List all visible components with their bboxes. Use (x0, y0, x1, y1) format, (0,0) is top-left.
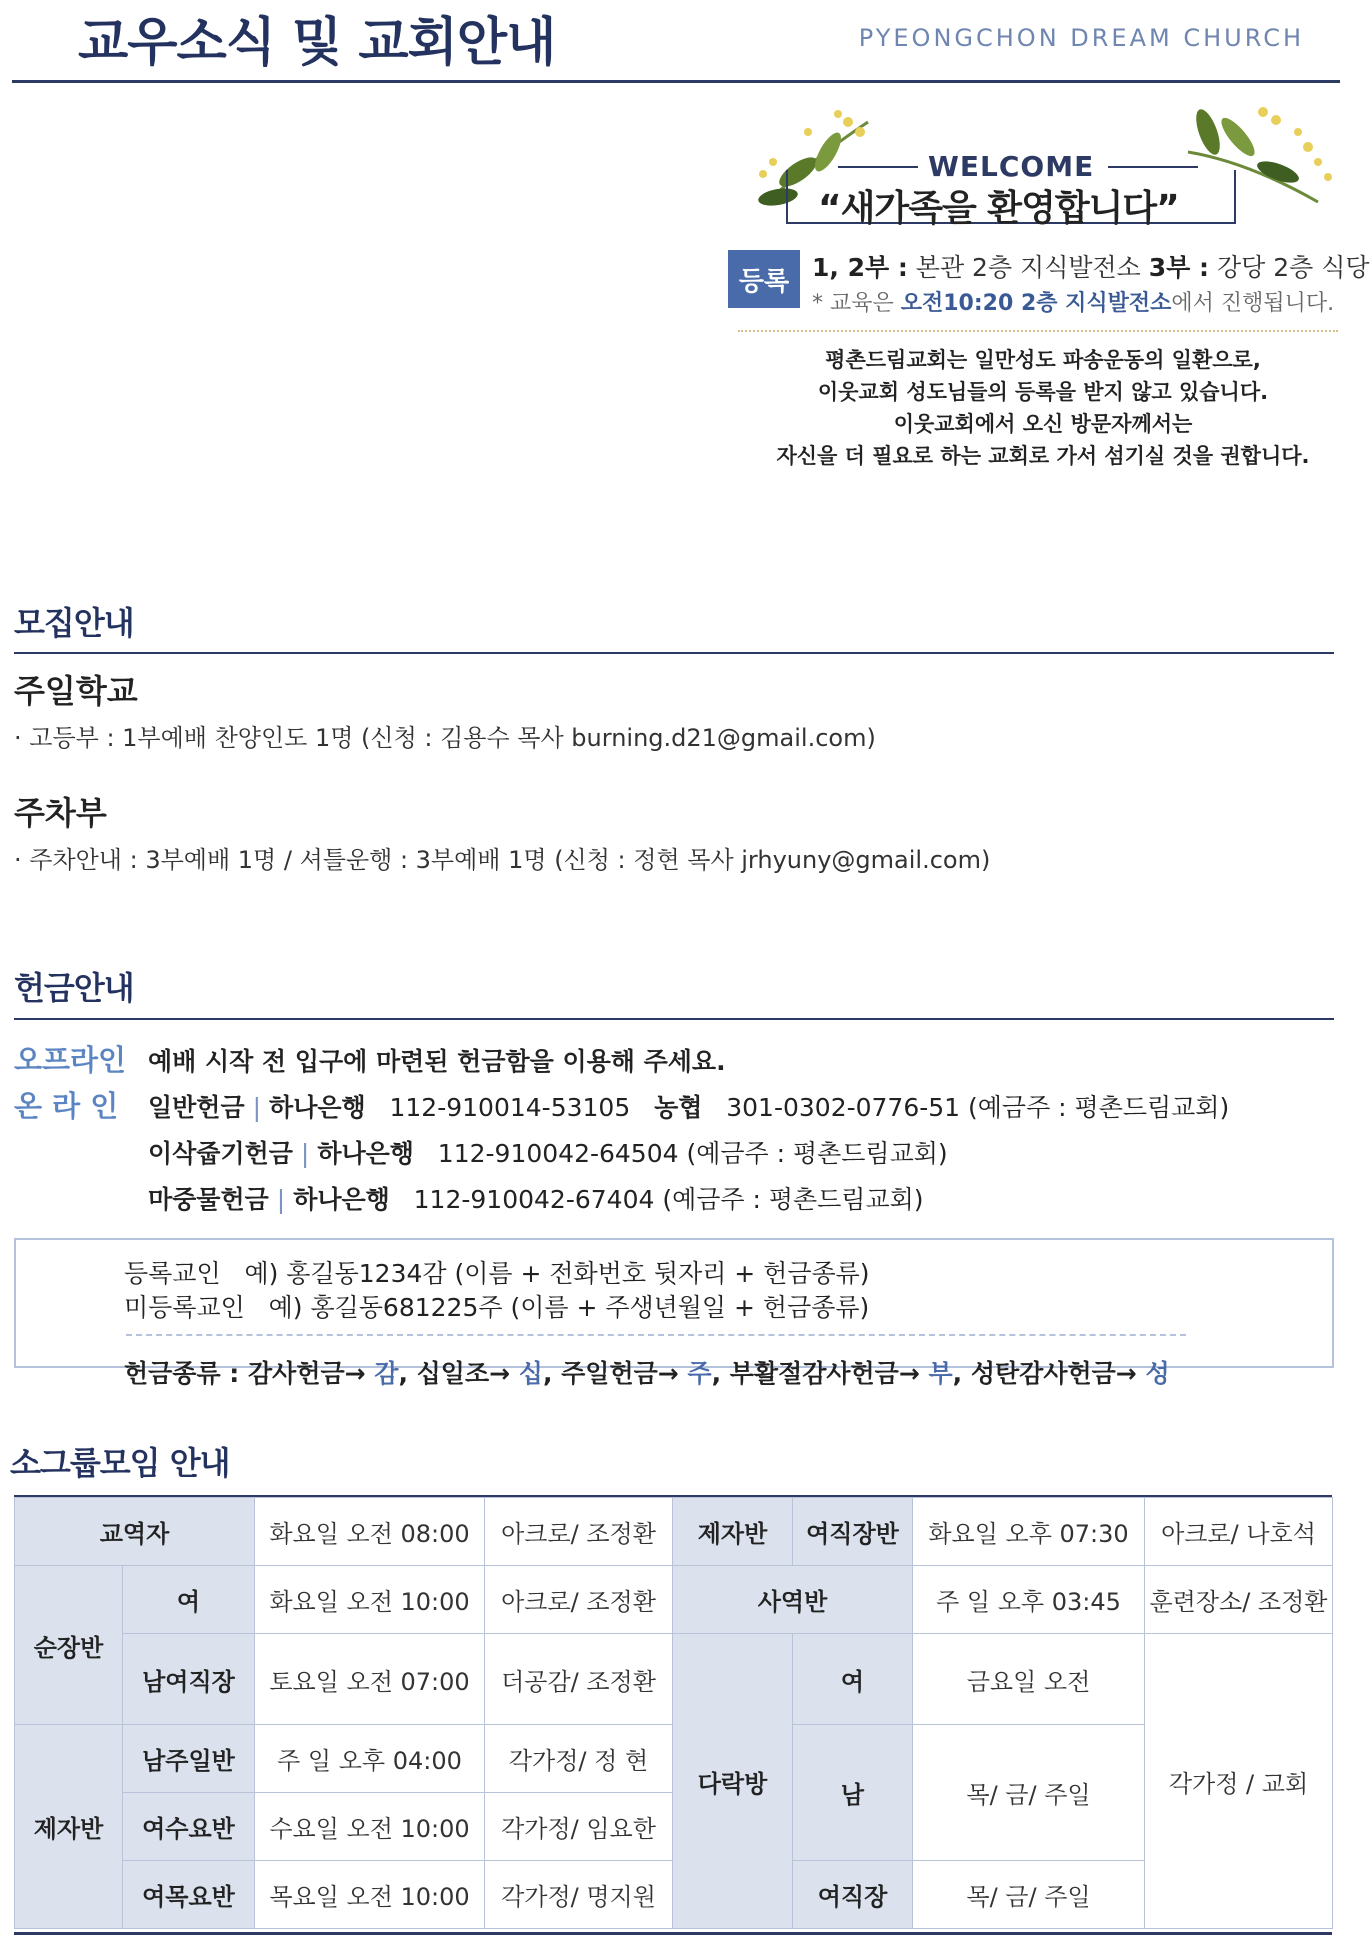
education-note: * 교육은 오전10:20 2층 지식발전소에서 진행됩니다. (812, 291, 1335, 316)
registration-badge: 등록 (728, 250, 800, 308)
welcome-word: WELCOME (928, 150, 1095, 183)
recruit-group-title: 주일학교 (14, 672, 138, 710)
dotted-divider (738, 330, 1338, 332)
welcome-phrase: “새가족을 환영합니다” (818, 188, 1179, 229)
table-row: 여수요반 수요일 오전 10:00 각가정/ 임요한 (15, 1793, 1333, 1861)
table-row: 제자반 남주일반 주 일 오후 04:00 각가정/ 정 현 남 목/ 금/ 주일 (15, 1725, 1333, 1793)
account-row: 마중물헌금 | 하나은행 112-910042-67404 (예금주 : 평촌드림교회) (148, 1185, 924, 1214)
welcome-panel (728, 92, 1370, 472)
account-row: 일반헌금 | 하나은행 112-910014-53105 농협 301-0302-0776-51 (예금주 : 평촌드림교회) (148, 1093, 1230, 1122)
recruit-item: · 고등부 : 1부예배 찬양인도 1명 (신청 : 김용수 목사 burning.d21@gmail.com) (14, 724, 876, 752)
registration-notice: 평촌드림교회는 일만성도 파송운동의 일환으로, 이웃교회 성도님들의 등록을 받지 않고 있습니다. 이웃교회에서 오신 방문자께서는 자신을 더 필요로 하는 교회로 가서 섬기실 것을 권합니다. (776, 348, 1310, 468)
dashed-divider (126, 1334, 1186, 1336)
offering-types: 헌금종류 : 감사헌금→ 감, 십일조→ 십, 주일헌금→ 주, 부활절감사헌금→ 부, 성탄감사헌금→ 성 (124, 1359, 1170, 1388)
offering-section-title: 헌금안내 (14, 969, 134, 1007)
page-title: 교우소식 및 교회안내 (78, 13, 556, 73)
table-bottom-rule (14, 1932, 1332, 1935)
section-divider (14, 1018, 1334, 1020)
online-label: 온 라 인 (14, 1089, 119, 1123)
header-divider (12, 80, 1340, 83)
unregistered-example: 미등록교인 예) 홍길동681225주 (이름 + 주생년월일 + 헌금종류) (124, 1293, 870, 1322)
welcome-line (1108, 166, 1198, 168)
table-row: 남여직장 토요일 오전 07:00 더공감/ 조정환 다락방 여 금요일 오전 각가정 / 교회 (15, 1634, 1333, 1725)
church-name: PYEONGCHON DREAM CHURCH (858, 24, 1304, 52)
recruit-item: · 주차안내 : 3부예배 1명 / 셔틀운행 : 3부예배 1명 (신청 : 정현 목사 jrhyuny@gmail.com) (14, 846, 991, 874)
recruit-group-title: 주차부 (14, 794, 107, 832)
offline-label: 오프라인 (14, 1043, 127, 1077)
section-divider (14, 652, 1334, 654)
registered-example: 등록교인 예) 홍길동1234감 (이름 + 전화번호 뒷자리 + 헌금종류) (124, 1259, 870, 1288)
small-group-section-title: 소그룹모임 안내 (10, 1444, 230, 1482)
table-row: 교역자 화요일 오전 08:00 아크로/ 조정환 제자반 여직장반 화요일 오후 07:30 아크로/ 나호석 (15, 1498, 1333, 1566)
recruit-section-title: 모집안내 (14, 604, 134, 642)
offline-text: 예배 시작 전 입구에 마련된 헌금함을 이용해 주세요. (148, 1047, 726, 1076)
table-row: 여목요반 목요일 오전 10:00 각가정/ 명지원 여직장 목/ 금/ 주일 (15, 1861, 1333, 1929)
welcome-line (838, 166, 918, 168)
account-row: 이삭줍기헌금 | 하나은행 112-910042-64504 (예금주 : 평촌드림교회) (148, 1139, 948, 1168)
registration-location: 1, 2부 : 본관 2층 지식발전소 3부 : 강당 2층 식당 (812, 253, 1370, 282)
table-row: 순장반 여 화요일 오전 10:00 아크로/ 조정환 사역반 주 일 오후 03:45 훈련장소/ 조정환 (15, 1566, 1333, 1634)
small-group-table (14, 1497, 1333, 1929)
